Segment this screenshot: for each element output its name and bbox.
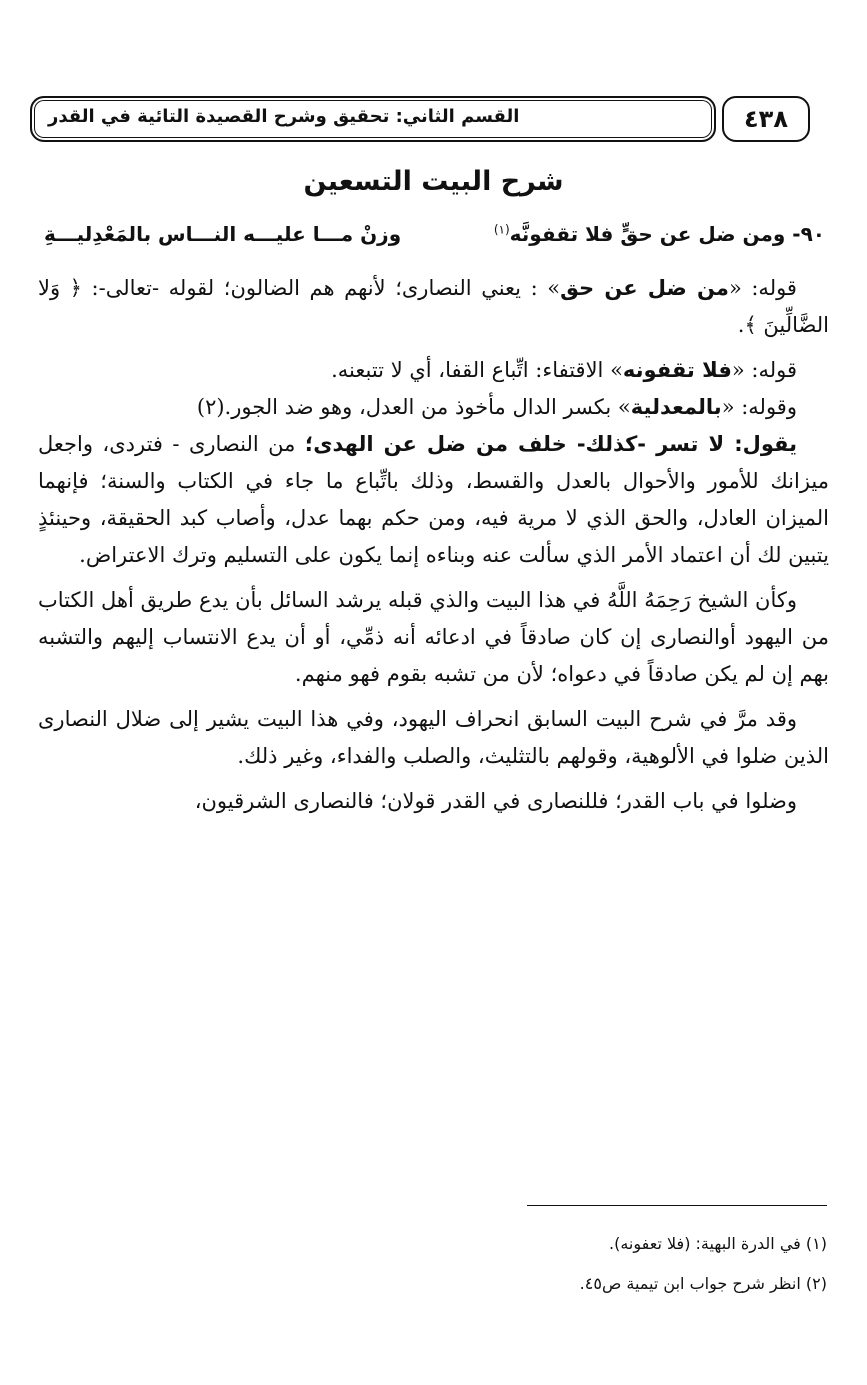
paragraph — [38, 389, 829, 426]
quoted-phrase: من ضل عن حق — [560, 276, 729, 300]
quoted-phrase: فلا تقفونه — [622, 358, 732, 382]
paragraph-text: وضلوا في باب القدر؛ فللنصارى في القدر قولان؛ فالنصارى الشرقيون، — [194, 789, 797, 813]
verse-second-hemistich: وزنْ مـــا عليـــه النـــاس بالمَعْدِليـــةِ — [44, 222, 402, 246]
page-number: ٤٣٨ — [722, 96, 810, 142]
section-title: شرح البيت التسعين — [303, 166, 564, 197]
paragraph-text: » : يعني النصارى؛ لأنهم هم الضالون؛ لقوله -تعالى-: ﴿ وَلا الضَّالِّينَ ﴾. — [38, 276, 829, 337]
paragraph — [38, 582, 829, 693]
paragraph — [38, 701, 829, 775]
quoted-phrase: بالمعدلية — [630, 395, 722, 419]
paragraph-lead: وقوله: « — [721, 395, 797, 419]
paragraph-text: وقد مرَّ في شرح البيت السابق انحراف اليهود، وفي هذا البيت يشير إلى ضلال النصارى الذين ضلوا في الألوهية، وقولهم بالتثليث، والصلب والفداء، وغير ذلك. — [38, 707, 829, 768]
paragraph-text: » الاقتفاء: اتِّباع القفا، أي لا تتبعنه. — [331, 358, 623, 382]
paragraph-lead: قوله: « — [728, 276, 797, 300]
verse-first-hemistich — [494, 222, 825, 246]
paragraph — [38, 352, 829, 389]
footnote-separator — [527, 1205, 827, 1206]
footnote-marker: (١) — [493, 222, 510, 237]
footnotes — [40, 1224, 827, 1304]
paragraph — [38, 783, 829, 820]
running-title-box — [30, 96, 716, 142]
verse-first-text: ٩٠- ومن ضل عن حقٍّ فلا تقفونَّه — [509, 222, 825, 246]
paragraph-text: » بكسر الدال مأخوذ من العدل، وهو ضد الجور.(٢) — [196, 395, 631, 419]
paragraph-text: من النصارى - فتردى، واجعل ميزانك للأمور والأحوال بالعدل والقسط، وذلك باتِّباع ما جاء في الكتاب والسنة؛ فإنهما الميزان العادل، والحق الذي لا مرية فيه، ومن حكم بهما عدل، وأصاب كبد الحقيقة، وحينئذٍ يتبين لك أن اعتماد الأمر الذي سألت عنه وبناءه إنما يكون على التسليم وترك الاعتراض. — [38, 432, 829, 567]
footnote-1: (١) في الدرة البهية: (فلا تعفونه). — [609, 1234, 827, 1253]
footnote-2: (٢) انظر شرح جواب ابن تيمية ص٤٥. — [579, 1274, 827, 1293]
poem-verse — [44, 222, 825, 258]
paragraph — [38, 426, 829, 574]
running-title: القسم الثاني: تحقيق وشرح القصيدة التائية في القدر — [48, 106, 520, 127]
paragraph-lead: قوله: « — [731, 358, 797, 382]
paragraph-text: وكأن الشيخ رَحِمَهُ اللَّهُ في هذا البيت والذي قبله يرشد السائل بأن يدع طريق أهل الكتاب من اليهود أوالنصارى إن كان صادقاً في ادعائه أنه ذمِّي، أو أن يدع الانتساب إليهم والتشبه بهم إن لم يكن صادقاً في دعواه؛ لأن من تشبه بقوم فهو منهم. — [38, 588, 829, 686]
commentary-body — [38, 270, 829, 828]
running-header — [30, 96, 810, 142]
paragraph-bold-lead: يقول: لا تسر -كذلك- خلف من ضل عن الهدى؛ — [304, 432, 797, 456]
paragraph — [38, 270, 829, 344]
